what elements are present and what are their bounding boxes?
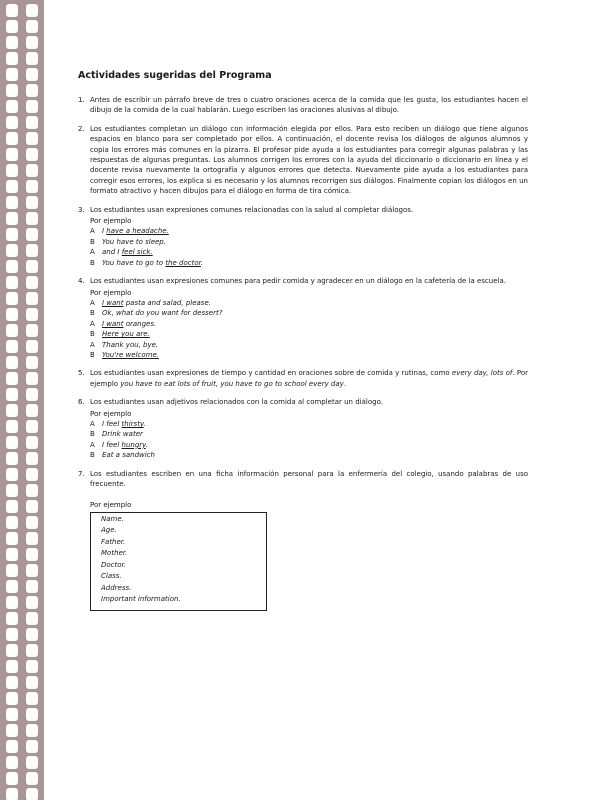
example-label: Por ejemplo — [90, 217, 132, 226]
binding-hole — [6, 100, 18, 113]
binding-hole — [26, 724, 38, 737]
item-number: 5. — [78, 369, 85, 378]
item-number: 7. — [78, 469, 85, 478]
form-field: Class. — [101, 572, 122, 581]
dialogue-line — [90, 350, 528, 360]
form-field: Doctor. — [101, 560, 127, 569]
binding-hole — [6, 388, 18, 401]
binding-hole — [26, 68, 38, 81]
dialogue-fragment: pasta and salad, please. — [123, 298, 211, 307]
speaker-letter: A — [90, 340, 95, 349]
speaker-letter: A — [90, 248, 95, 257]
form-field: Father. — [101, 537, 126, 546]
dialogue-line — [90, 340, 528, 350]
dialogue-fragment: and I — [102, 248, 122, 257]
binding-hole — [26, 548, 38, 561]
speaker-letter: A — [90, 298, 95, 307]
binding-hole — [26, 644, 38, 657]
binding-hole — [6, 356, 18, 369]
dialogue-text — [102, 419, 146, 429]
binding-hole — [6, 276, 18, 289]
binding-hole — [6, 740, 18, 753]
binding-hole — [6, 724, 18, 737]
binding-hole — [6, 612, 18, 625]
speaker-letter: A — [90, 227, 95, 236]
dialogue-line — [90, 440, 528, 450]
underlined-phrase: I want — [102, 298, 124, 307]
activity-item-1 — [78, 95, 528, 116]
dialogue-fragment: You have to go to — [102, 258, 166, 267]
personal-info-form — [90, 512, 267, 611]
dialogue-line — [90, 419, 528, 429]
notebook-binding — [0, 0, 44, 800]
activity-item-4 — [78, 276, 528, 360]
binding-hole — [6, 532, 18, 545]
binding-hole — [6, 596, 18, 609]
speaker-letter: A — [90, 319, 95, 328]
dialogue-fragment: . — [143, 419, 146, 428]
dialogue-fragment: Ok, what do you want for dessert? — [102, 309, 223, 318]
dialogue-fragment: . — [145, 440, 149, 449]
binding-hole — [6, 420, 18, 433]
dialogue-text — [102, 319, 156, 329]
dialogue-line — [90, 308, 528, 318]
binding-hole — [26, 356, 38, 369]
binding-hole — [6, 244, 18, 257]
binding-hole — [26, 20, 38, 33]
speaker-letter: B — [90, 258, 95, 267]
binding-hole — [26, 100, 38, 113]
binding-hole — [26, 52, 38, 65]
binding-hole — [26, 196, 38, 209]
item-text-end: . — [343, 379, 347, 388]
binding-hole — [6, 660, 18, 673]
binding-hole — [26, 132, 38, 145]
speaker-letter: B — [90, 237, 95, 246]
binding-hole — [26, 484, 38, 497]
speaker-letter: B — [90, 451, 95, 460]
binding-hole — [26, 772, 38, 785]
example-dialogue — [90, 226, 528, 268]
dialogue-line — [90, 319, 528, 329]
item-text: Los estudiantes usan expresiones de tiempo y cantidad en oraciones sobre de comida y rutinas, como — [90, 369, 450, 378]
binding-hole — [6, 644, 18, 657]
binding-hole — [26, 244, 38, 257]
item-text: Los estudiantes escriben en una ficha información personal para la enfermería del colegio, usando palabras de uso frecuente. — [90, 469, 528, 488]
example-dialogue — [90, 298, 528, 360]
binding-hole — [6, 52, 18, 65]
dialogue-line — [90, 226, 528, 236]
binding-hole — [26, 388, 38, 401]
binding-hole — [6, 84, 18, 97]
item-number: 6. — [78, 398, 85, 407]
page-title: Actividades sugeridas del Programa — [78, 70, 272, 81]
form-field: Important information. — [101, 595, 181, 604]
speaker-letter: B — [90, 350, 95, 359]
binding-hole — [26, 788, 38, 801]
speaker-letter: B — [90, 330, 95, 339]
binding-hole — [6, 340, 18, 353]
binding-hole — [6, 676, 18, 689]
binding-hole — [26, 4, 38, 17]
speaker-letter: A — [90, 419, 95, 428]
binding-hole — [6, 484, 18, 497]
binding-hole — [6, 212, 18, 225]
binding-hole — [6, 180, 18, 193]
example-label: Por ejemplo — [90, 409, 132, 418]
document-page — [78, 70, 528, 619]
binding-hole — [6, 436, 18, 449]
dialogue-fragment: I feel — [102, 419, 122, 428]
binding-hole — [6, 292, 18, 305]
binding-hole — [6, 372, 18, 385]
binding-hole — [26, 596, 38, 609]
item-italic-example: you have to eat lots of fruit, you have to go to school every day — [120, 379, 344, 388]
binding-hole — [26, 420, 38, 433]
item-text: Los estudiantes usan expresiones comunes relacionadas con la salud al completar diálogos. — [90, 205, 414, 214]
activity-item-5 — [78, 368, 528, 389]
binding-hole — [26, 628, 38, 641]
binding-hole — [26, 740, 38, 753]
binding-hole — [6, 756, 18, 769]
activity-item-6 — [78, 397, 528, 460]
item-number: 2. — [78, 124, 85, 133]
dialogue-fragment: You have to sleep. — [102, 237, 166, 246]
dialogue-text — [102, 226, 169, 236]
binding-hole — [6, 260, 18, 273]
activity-item-2 — [78, 124, 528, 197]
dialogue-line — [90, 429, 528, 439]
binding-hole — [6, 20, 18, 33]
binding-hole — [6, 772, 18, 785]
binding-hole — [6, 628, 18, 641]
dialogue-fragment: Eat a sandwich — [102, 451, 155, 460]
activity-item-3 — [78, 205, 528, 268]
binding-hole — [6, 548, 18, 561]
underlined-phrase: thirsty — [121, 419, 144, 428]
binding-hole — [6, 564, 18, 577]
binding-hole — [26, 260, 38, 273]
binding-hole — [6, 692, 18, 705]
binding-hole — [26, 340, 38, 353]
speaker-letter: A — [90, 440, 95, 449]
dialogue-text — [102, 440, 148, 450]
binding-hole — [6, 500, 18, 513]
binding-hole — [6, 116, 18, 129]
dialogue-line — [90, 247, 528, 257]
dialogue-text — [102, 298, 211, 308]
underlined-phrase: hungry — [121, 440, 146, 449]
binding-hole — [26, 180, 38, 193]
item-number: 1. — [78, 96, 85, 104]
underlined-phrase: feel sick. — [121, 248, 153, 257]
binding-hole — [26, 404, 38, 417]
form-field: Mother. — [101, 549, 128, 558]
binding-hole — [6, 788, 18, 801]
binding-hole — [6, 308, 18, 321]
binding-hole — [26, 324, 38, 337]
dialogue-text — [102, 329, 150, 339]
dialogue-text — [102, 350, 159, 360]
binding-hole — [26, 116, 38, 129]
binding-hole — [6, 4, 18, 17]
binding-hole — [26, 692, 38, 705]
binding-hole — [6, 516, 18, 529]
binding-hole — [6, 468, 18, 481]
binding-hole — [26, 660, 38, 673]
item-text: Los estudiantes completan un diálogo con información elegida por ellos. Para esto reciben un diálogo que tiene algunos espacios en blanco para ser completado por ellos. A continuación, el docente revisa los diálogos de algunos alumnos y copia los errores más comunes en la pizarra. El profesor pide ayuda a los estudiantes para corregir algunas palabras y las respuestas de algunas preguntas. Los alumnos corrigen los errores con la ayuda del diccionario o diccionario en línea y el docente revisa nuevamente la ortografía y algunos errores que detecta. Nuevamente pide ayuda a los estudiantes para corregir esos errores, los explica si es necesario y los alumnos recorrigen sus diálogos. Finalmente copian los diálogos en un formato atractivo y hacen dibujos para el diálogo en forma de tira cómica. — [90, 124, 528, 196]
binding-hole — [6, 68, 18, 81]
binding-hole — [6, 148, 18, 161]
dialogue-text — [102, 247, 153, 257]
example-label: Por ejemplo — [90, 501, 132, 510]
dialogue-fragment: oranges. — [123, 319, 157, 328]
binding-hole — [6, 196, 18, 209]
binding-hole — [26, 612, 38, 625]
dialogue-line — [90, 237, 528, 247]
form-field: Age. — [101, 526, 117, 535]
underlined-phrase: I want — [102, 319, 124, 328]
underlined-phrase: have a headache. — [106, 227, 169, 236]
binding-hole — [26, 228, 38, 241]
binding-hole — [6, 228, 18, 241]
binding-hole — [26, 580, 38, 593]
item-text: Los estudiantes usan adjetivos relacionados con la comida al completar un diálogo. — [90, 398, 383, 407]
dialogue-text — [102, 429, 143, 439]
binding-hole — [26, 164, 38, 177]
binding-hole — [6, 708, 18, 721]
dialogue-text — [102, 450, 155, 460]
binding-hole — [26, 308, 38, 321]
dialogue-line — [90, 329, 528, 339]
dialogue-line — [90, 450, 528, 460]
item-text-mid: . Por ejemplo — [90, 369, 529, 388]
binding-hole — [6, 132, 18, 145]
binding-hole — [6, 404, 18, 417]
dialogue-line — [90, 258, 528, 268]
binding-hole — [26, 84, 38, 97]
dialogue-line — [90, 298, 528, 308]
dialogue-text — [102, 258, 203, 268]
binding-hole — [26, 468, 38, 481]
binding-hole — [6, 164, 18, 177]
binding-hole — [26, 676, 38, 689]
binding-hole — [26, 292, 38, 305]
binding-hole — [6, 36, 18, 49]
binding-hole — [26, 708, 38, 721]
underlined-phrase: You're welcome. — [102, 350, 160, 359]
binding-hole — [26, 452, 38, 465]
dialogue-fragment: I feel — [102, 440, 122, 449]
speaker-letter: B — [90, 309, 95, 318]
binding-hole — [6, 580, 18, 593]
binding-hole — [26, 276, 38, 289]
dialogue-fragment: Drink water — [102, 430, 143, 439]
item-text: Antes de escribir un párrafo breve de tres o cuatro oraciones acerca de la comida que les gusta, los estudiantes hacen el dibujo de la comida de la cual hablarán. Luego escriben las oraciones alusivas al dibujo. — [90, 96, 528, 115]
underlined-phrase: Here you are. — [102, 330, 150, 339]
form-field: Address. — [101, 583, 132, 592]
item-italic-phrase: every day, lots of — [451, 369, 513, 378]
binding-hole — [26, 532, 38, 545]
example-label: Por ejemplo — [90, 288, 132, 297]
binding-hole — [26, 36, 38, 49]
item-number: 3. — [78, 205, 85, 214]
dialogue-fragment: . — [200, 258, 204, 267]
binding-hole — [26, 212, 38, 225]
binding-hole — [26, 372, 38, 385]
dialogue-fragment: Thank you, bye. — [102, 340, 159, 349]
binding-hole — [26, 756, 38, 769]
speaker-letter: B — [90, 430, 95, 439]
item-number: 4. — [78, 277, 85, 286]
binding-hole — [26, 148, 38, 161]
binding-hole — [6, 324, 18, 337]
binding-hole — [26, 436, 38, 449]
form-field: Name. — [101, 514, 124, 523]
dialogue-text — [102, 237, 166, 247]
dialogue-text — [102, 308, 222, 318]
binding-hole — [26, 564, 38, 577]
binding-hole — [26, 500, 38, 513]
item-text: Los estudiantes usan expresiones comunes para pedir comida y agradecer en un diálogo en la cafetería de la escuela. — [90, 277, 507, 286]
dialogue-text — [102, 340, 158, 350]
binding-hole — [26, 516, 38, 529]
activity-item-7 — [78, 469, 528, 611]
example-dialogue — [90, 419, 528, 461]
binding-hole — [6, 452, 18, 465]
dialogue-fragment: I — [102, 227, 107, 236]
underlined-phrase: the doctor — [165, 258, 201, 267]
